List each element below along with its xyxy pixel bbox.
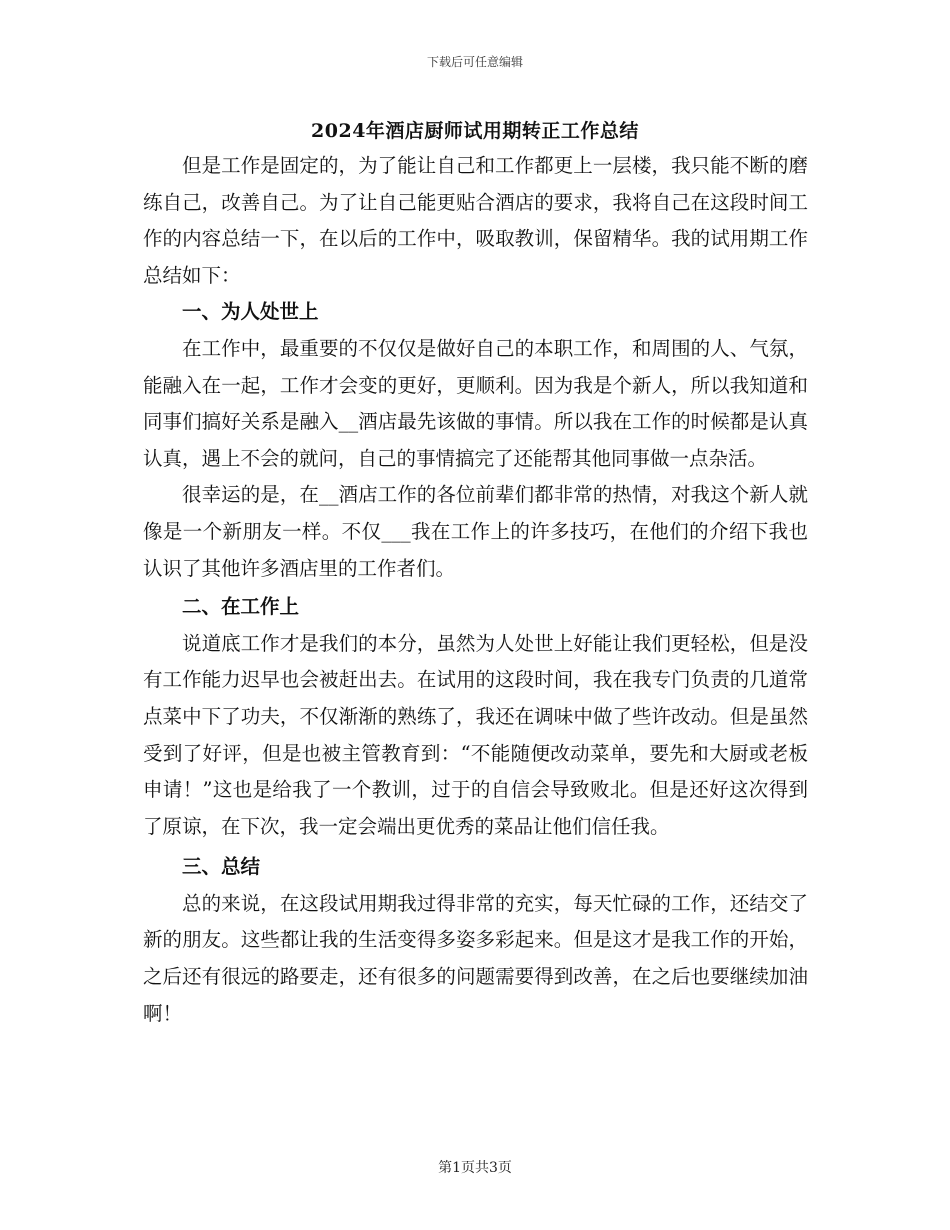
- intro-paragraph: 但是工作是固定的，为了能让自己和工作都更上一层楼，我只能不断的磨练自己，改善自己。为了让自己能更贴合酒店的要求，我将自己在这段时间工作的内容总结一下，在以后的工作中，吸取教训，保留精华。我的试用期工作总结如下：: [143, 154, 808, 287]
- section-paragraph: 总的来说，在这段试用期我过得非常的充实，每天忙碌的工作，还结交了新的朋友。这些都让我的生活变得多姿多彩起来。但是这才是我工作的开始，之后还有很远的路要走，还有很多的问题需要得到改善，在之后也要继续加油啊！: [143, 891, 808, 1025]
- section-paragraph: 说道底工作才是我们的本分，虽然为人处世上好能让我们更轻松，但是没有工作能力迟早也会被赶出去。在试用的这段时间，我在我专门负责的几道常点菜中下了功夫，不仅渐渐的熟练了，我还在调味中做了些许改动。但是虽然受到了好评，但是也被主管教育到：“不能随便改动菜单，要先和大厨或老板申请！”这也是给我了一个教训，过于的自信会导致败北。但是还好这次得到了原谅，在下次，我一定会端出更优秀的菜品让他们信任我。: [143, 631, 808, 838]
- page-number: 第1页共3页: [438, 1160, 512, 1176]
- section-paragraph: 在工作中，最重要的不仅仅是做好自己的本职工作，和周围的人、气氛，能融入在一起，工作才会变的更好，更顺利。因为我是个新人，所以我知道和同事们搞好关系是融入__酒店最先该做的事情。所以我在工作的时候都是认真认真，遇上不会的就问，自己的事情搞完了还能帮其他同事做一点杂活。: [143, 336, 808, 470]
- section-heading-summary: 三、总结: [182, 855, 261, 879]
- document-body: [143, 148, 808, 1032]
- section-heading-conduct: 一、为人处世上: [182, 300, 319, 324]
- header-note: 下载后可任意编辑: [426, 55, 523, 69]
- document-title: 2024年酒店厨师试用期转正工作总结: [311, 120, 639, 142]
- section-paragraph: 很幸运的是，在__酒店工作的各位前辈们都非常的热情，对我这个新人就像是一个新朋友一样。不仅___我在工作上的许多技巧，在他们的介绍下我也认识了其他许多酒店里的工作者们。: [143, 483, 808, 580]
- section-heading-work: 二、在工作上: [182, 595, 300, 619]
